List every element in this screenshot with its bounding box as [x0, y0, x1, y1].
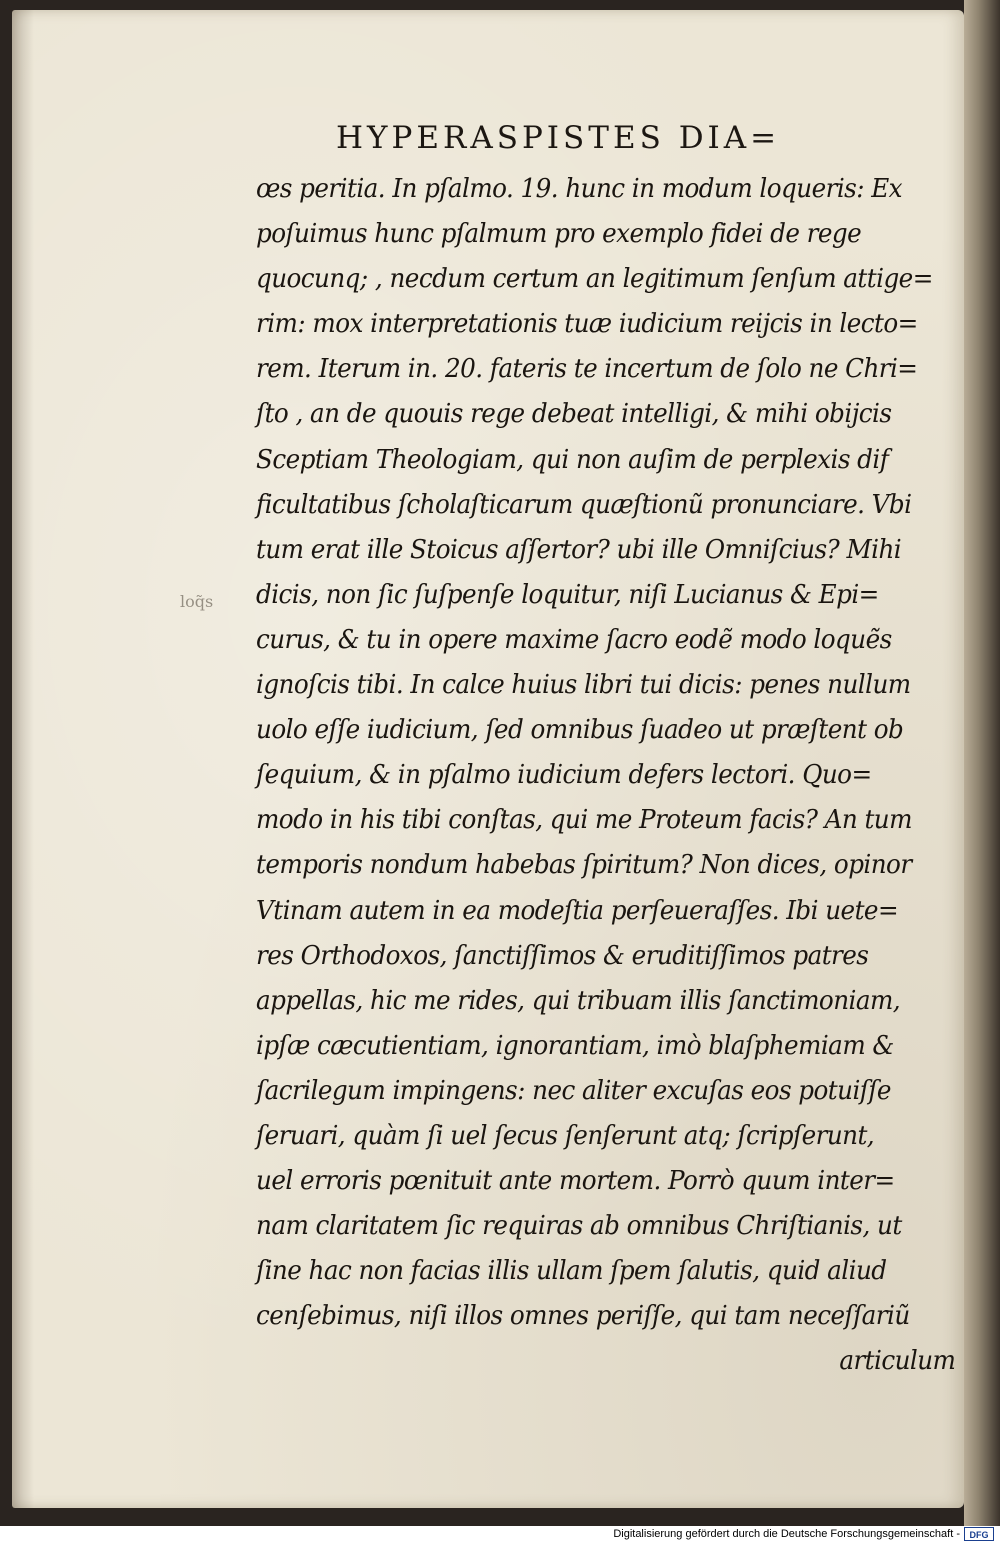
book-edge	[964, 0, 1000, 1526]
text-line: nam claritatem ſic requiras ab omnibus Chriſtianis, ut	[256, 1210, 902, 1242]
text-line: cenſebimus, niſi illos omnes periſſe, qui tam neceſſariũ	[256, 1300, 910, 1332]
text-line: appellas, hic me rides, qui tribuam illis ſanctimoniam,	[256, 984, 901, 1016]
text-line: ſacrilegum impingens: nec aliter excuſas eos potuiſſe	[256, 1074, 891, 1106]
gutter-shadow	[12, 10, 34, 1508]
text-line: ſequium, & in pſalmo iudicium defers lectori. Quo=	[256, 759, 872, 791]
text-line: Sceptiam Theologiam, qui non auſim de perplexis dif	[256, 443, 889, 475]
text-line: tum erat ille Stoicus aſſertor? ubi ille Omniſcius? Mihi	[256, 533, 902, 565]
text-line: Vtinam autem in ea modeſtia perſeueraſſes. Ibi uete=	[256, 894, 899, 926]
text-line: curus, & tu in opere maxime ſacro eodẽ modo loquẽs	[256, 623, 892, 655]
text-line: rem. Iterum in. 20. fateris te incertum de ſolo ne Chri=	[256, 353, 918, 385]
text-line: temporis nondum habebas ſpiritum? Non dices, opinor	[256, 849, 912, 881]
text-line: ſine hac non facias illis ullam ſpem ſalutis, quid aliud	[256, 1255, 887, 1287]
text-line: uel erroris pœnituit ante mortem. Porrò quum inter=	[256, 1165, 895, 1197]
text-line: quocunq; , necdum certum an legitimum ſenſum attige=	[256, 263, 933, 295]
catchword: articulum	[839, 1345, 956, 1377]
text-line: ipſæ cæcutientiam, ignorantiam, imò blaſphemiam &	[256, 1029, 894, 1061]
text-line: poſuimus hunc pſalmum pro exemplo fidei de rege	[256, 218, 862, 250]
text-line: ignoſcis tibi. In calce huius libri tui dicis: penes nullum	[256, 669, 911, 701]
text-line: rim: mox interpretationis tuæ iudicium reijcis in lecto=	[256, 308, 918, 340]
text-line: res Orthodoxos, ſanctiſſimos & eruditiſſimos patres	[256, 939, 869, 971]
dfg-logo: DFG	[964, 1527, 994, 1541]
text-line: modo in his tibi conſtas, qui me Proteum facis? An tum	[256, 804, 912, 836]
text-line: ſeruari, quàm ſi uel ſecus ſenſerunt atq; ſcripſerunt,	[256, 1119, 875, 1151]
text-line: ſto , an de quouis rege debeat intelligi, & mihi obijcis	[256, 398, 892, 430]
body-text	[256, 166, 956, 1384]
text-line: ficultatibus ſcholaſticarum quæſtionũ pronunciare. Vbi	[256, 488, 912, 520]
marginal-mark: loq̃s	[180, 592, 214, 611]
text-line: dicis, non ſic ſuſpenſe loquitur, niſi Lucianus & Epi=	[256, 578, 879, 610]
text-line: œs peritia. In pſalmo. 19. hunc in modum loqueris: Ex	[256, 173, 903, 204]
funding-credit: Digitalisierung gefördert durch die Deutsche Forschungsgemeinschaft -	[613, 1528, 960, 1540]
running-head: HYPERASPISTES DIA=	[336, 120, 781, 156]
text-line: uolo eſſe iudicium, ſed omnibus ſuadeo ut præſtent ob	[256, 714, 904, 746]
